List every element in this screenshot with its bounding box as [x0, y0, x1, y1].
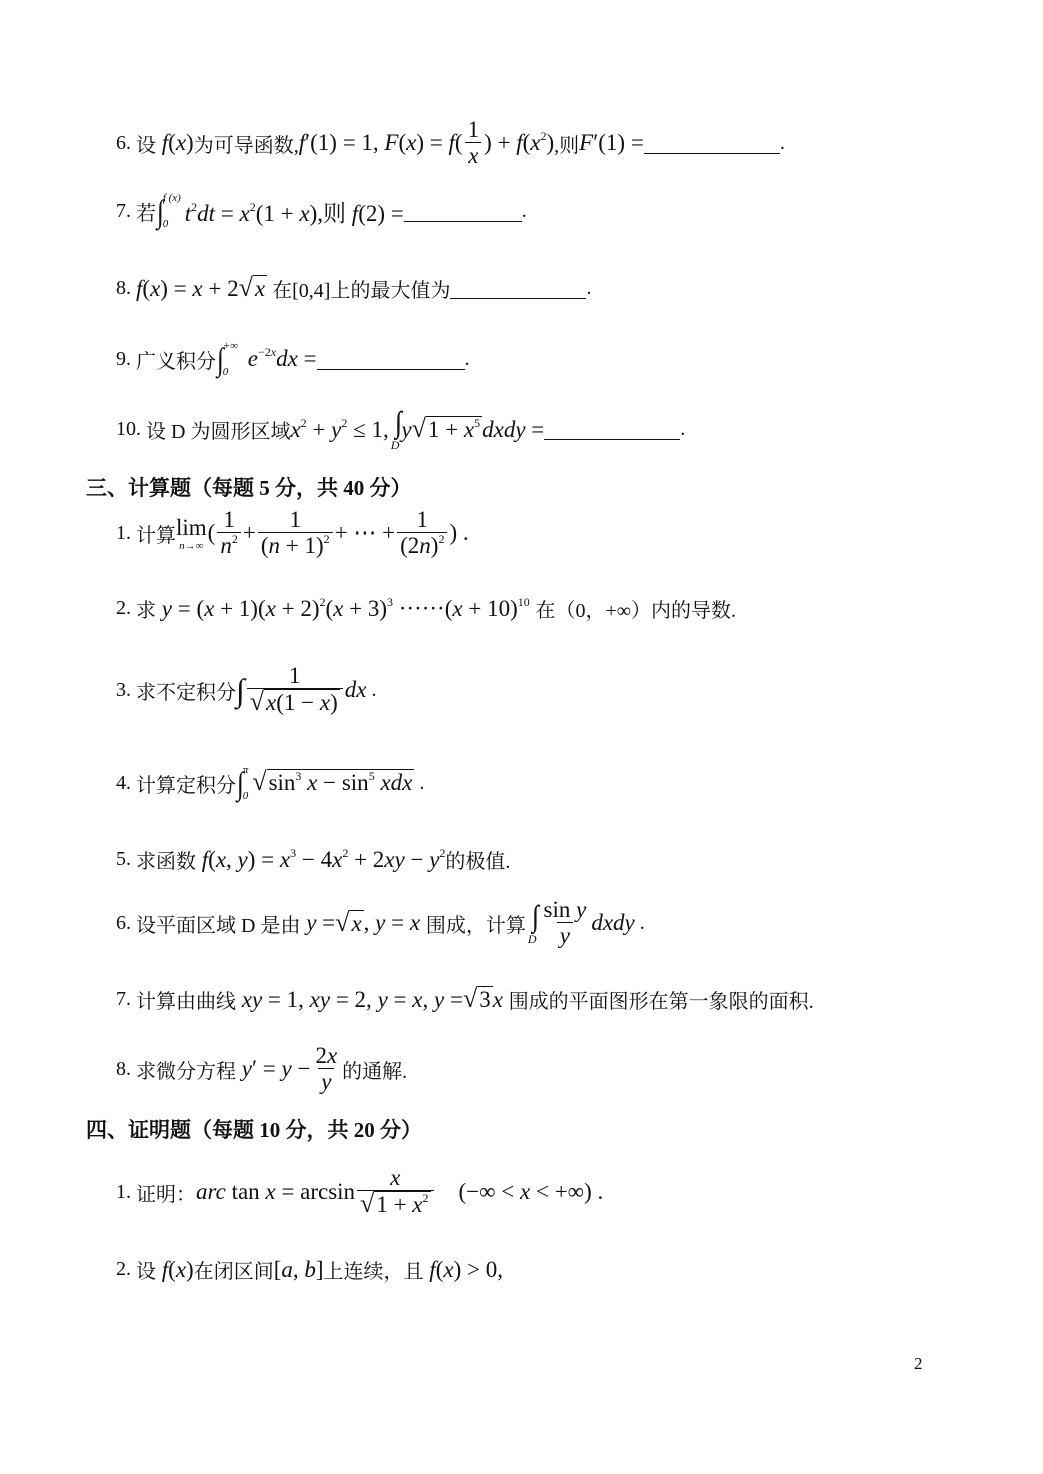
question-text: 设 [136, 1261, 156, 1283]
page-number: 2 [914, 1354, 923, 1373]
math-fraction: $\frac{1}{(2n)^2}$ [397, 508, 447, 558]
question-number: 4. [116, 771, 131, 794]
math-expression: dxdy [591, 910, 635, 936]
calc-question-8 [116, 1044, 407, 1094]
integral-sign: ∫ [236, 671, 245, 708]
math-expression: f(x) = x + 2 [136, 275, 239, 301]
calc-question-6: 6. 设平面区域 D 是由 y = √ x , y = x 围成，计算 ∫∫ D $\frac{\text{sin y}}{y}$ dxdy . [116, 897, 645, 949]
math-expression: + [242, 520, 256, 546]
question-text: 广义积分 [136, 350, 216, 373]
proof-question-1 [116, 1166, 603, 1219]
fill-in-question-10: 10. 设 D 为圆形区域 $x^2 + y^2 \le 1$, ∫∫ D y √ $1 + x^5$ dxdy = . [116, 406, 686, 452]
question-text: 围成的平面图形在第一象限的面积. [508, 991, 814, 1013]
section-heading-proof: 四、证明题（每题 10 分，共 20 分） [86, 1118, 422, 1142]
question-number: 6. [116, 131, 131, 154]
calc-question-2 [116, 594, 736, 623]
question-number: 8. [116, 1057, 131, 1080]
integral-sign: ∫ f (x) 0 [156, 192, 181, 230]
math-expression: $y = (x + 1)(x + 2)^2(x + 3)^3 \cdot\cdot\cdot\cdot\cdot\cdot(x + 10)^{10}$ [161, 594, 530, 621]
math-expression: + ⋯ + [334, 520, 396, 546]
answer-blank[interactable] [544, 419, 680, 440]
question-text: 求 [136, 600, 156, 622]
question-text: 求微分方程 [136, 1060, 236, 1083]
math-expression: [a, b] [273, 1256, 324, 1282]
math-expression: $e^{-2x}dx$ = [247, 345, 317, 371]
math-fraction: 1 √ x(1 − x) [247, 664, 343, 717]
question-text: 设平面区域 D 是由 [136, 914, 301, 937]
math-expression: $x^2 + y^2 \le 1$, [290, 415, 389, 442]
math-sqrt: √ x [238, 272, 266, 302]
math-fraction: $\frac{1}{x}$ [465, 118, 483, 168]
calc-question-4: 4. 计算定积分 ∫ π 0 √ $\sin^3 x - \sin^5$ xdx . [116, 764, 425, 802]
question-text: 的通解. [342, 1060, 408, 1083]
math-sqrt: √ $1 + x^5$ [411, 413, 481, 443]
answer-blank[interactable] [404, 201, 522, 222]
question-number: 6. [116, 911, 131, 934]
question-text: 求不定积分 [136, 681, 236, 704]
question-number: 7. [116, 199, 131, 222]
math-expression: x [492, 986, 509, 1012]
question-text: 求函数 [136, 851, 196, 873]
math-fraction: $\frac{1}{n^2}$ [217, 508, 241, 558]
question-text: 围成，计算 [425, 914, 526, 937]
math-fraction: $\frac{2x}{y}$ [315, 1043, 338, 1095]
question-text: 若 [136, 202, 156, 225]
math-expression: ) + $f(x^2)$ [484, 129, 555, 156]
math-expression: y = [306, 910, 336, 936]
math-sqrt: √ 3 [462, 983, 491, 1013]
math-fraction: $\frac{\text{sin y}}{y}$ [543, 897, 587, 949]
question-text: 计算 [136, 524, 176, 547]
fill-in-question-6: 6. 设 f(x) 为可导函数, f′(1) = 1, F(x) = f( $\frac{1}{x}$ ) + $f(x^2)$ ,则 F′(1) = . [116, 117, 785, 169]
question-text: 在（0，+∞）内的导数. [535, 600, 737, 622]
integral-sign: ∫ +∞ 0 [216, 340, 239, 378]
question-text: 为可导函数, [193, 134, 299, 157]
math-sqrt: √ x [335, 907, 362, 937]
math-expression: f(x, $y) = x^3 - 4x^2 + 2xy - y^2$ [201, 845, 446, 872]
calc-question-1 [116, 508, 469, 558]
calc-question-5 [116, 845, 510, 874]
fill-in-question-7: 7. 若 ∫ f (x) 0 $t^2dt = x^2(1 + x)$,则 f(2) = . [116, 192, 527, 230]
answer-blank[interactable] [317, 349, 465, 370]
question-text: 计算由曲线 [136, 991, 236, 1013]
math-expression: $t^2dt = x^2(1 + x)$,则 f(2) = [184, 199, 404, 226]
math-expression: F′(1) = [579, 130, 644, 156]
question-text: 在[0,4]上的最大值为 [272, 280, 451, 302]
math-expression: arc tan x = arcsin [196, 1179, 356, 1205]
math-expression: f(x) [161, 1256, 194, 1282]
math-limit: lim n→∞ [176, 514, 207, 552]
math-expression: dx [344, 677, 367, 703]
math-expression: (−∞ < x < +∞) . [435, 1179, 604, 1205]
question-number: 3. [116, 678, 131, 701]
math-expression: , y = x [363, 910, 421, 936]
question-number: 7. [116, 988, 131, 1010]
question-number: 9. [116, 347, 131, 370]
fill-in-question-8: 8. f(x) = x + 2 √ x 在[0,4]上的最大值为 . [116, 272, 592, 302]
question-text: 证明： [136, 1183, 196, 1206]
double-integral-sign: ∫∫ D [527, 899, 537, 946]
math-fraction: $\frac{1}{(n + 1)^2}$ [258, 508, 333, 558]
section-heading-calculation: 三、计算题（每题 5 分，共 40 分） [86, 476, 412, 500]
question-number: 8. [116, 277, 131, 299]
math-expression: f′(1) = 1, F(x) = f( [298, 130, 463, 156]
math-sqrt: √ $\sin^3 x - \sin^5$ xdx [252, 767, 413, 797]
question-text: 上连续，且 [323, 1261, 424, 1283]
math-expression: dxdy = [482, 416, 545, 442]
question-text: 设 D 为圆形区域 [146, 421, 291, 443]
math-expression: y [401, 416, 412, 442]
question-number: 2. [116, 597, 131, 619]
question-text: 在闭区间 [193, 1261, 274, 1283]
question-text: 计算定积分 [136, 774, 236, 797]
question-number: 10. [116, 418, 141, 440]
math-expression: xy = 1, xy = 2, y = x, y = [241, 986, 463, 1012]
math-expression: f(x) [161, 130, 194, 156]
question-text: 的极值. [445, 851, 511, 873]
answer-blank[interactable] [644, 133, 780, 154]
proof-question-2 [116, 1255, 503, 1284]
math-expression: ( [207, 520, 216, 546]
integral-sign: ∫ π 0 [236, 764, 249, 802]
question-number: 1. [116, 521, 131, 544]
math-expression: ) . [449, 520, 469, 546]
math-fraction: x √ $1 + x^2$ [357, 1166, 433, 1219]
fill-in-question-9: 9. 广义积分 ∫ +∞ 0 $e^{-2x}dx$ = . [116, 340, 470, 378]
math-expression: f(x) > 0, [429, 1256, 503, 1282]
question-number: 5. [116, 848, 131, 870]
question-number: 1. [116, 1180, 131, 1203]
calc-question-7 [116, 985, 814, 1014]
question-number: 2. [116, 1258, 131, 1280]
double-integral-sign: ∫∫ D [390, 406, 400, 452]
answer-blank[interactable] [450, 278, 586, 299]
math-expression: y′ = y − [241, 1056, 311, 1082]
question-text: ,则 [554, 134, 580, 157]
question-text: 设 [136, 134, 156, 157]
calc-question-3: 3. 求不定积分 ∫ 1 √ x(1 − x) dx . [116, 663, 377, 717]
